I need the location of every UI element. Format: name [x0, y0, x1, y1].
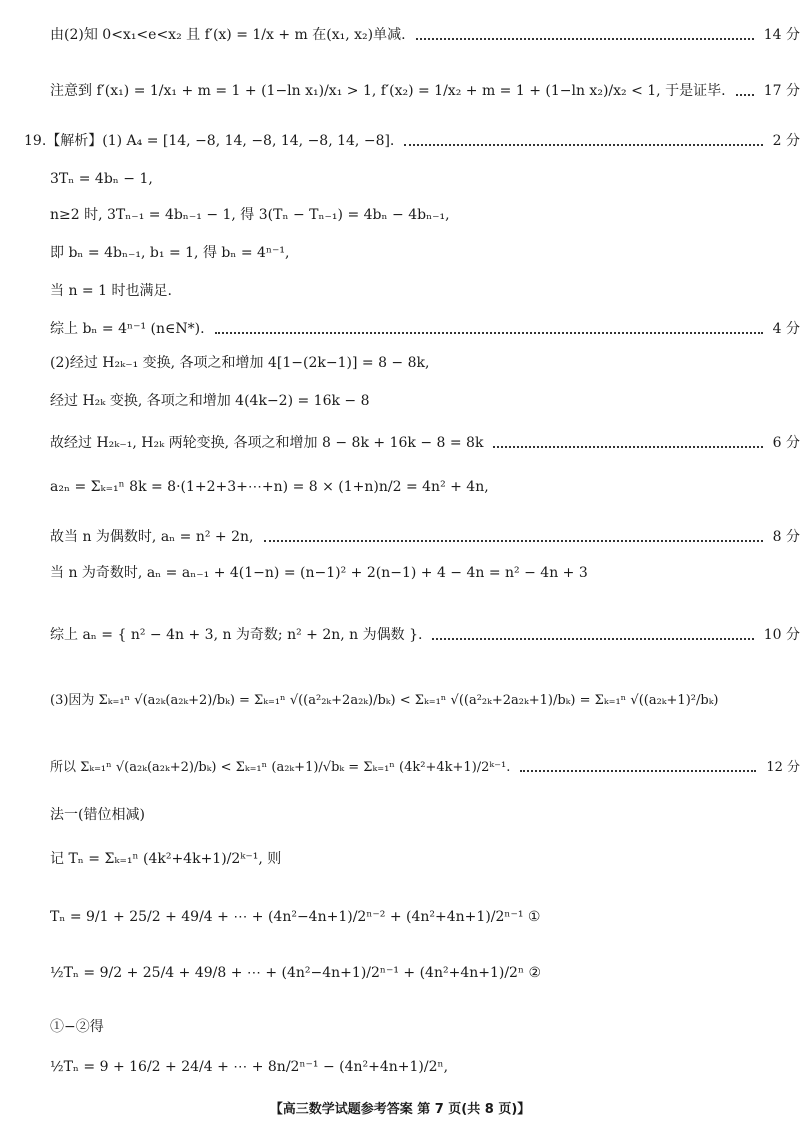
line-14: [50, 24, 800, 44]
line-text: 当 n = 1 时也满足.: [50, 283, 172, 299]
line-text: 即 bₙ = 4bₙ₋₁, b₁ = 1, 得 bₙ = 4ⁿ⁻¹,: [50, 245, 290, 261]
line-text: 记 Tₙ = Σₖ₌₁ⁿ (4k²+4k+1)/2ᵏ⁻¹, 则: [50, 851, 282, 867]
score-label: 4 分: [772, 321, 800, 337]
score-label: 14 分: [763, 27, 800, 43]
line-text: 3Tₙ = 4bₙ − 1,: [50, 171, 153, 187]
line-text: 故经过 H₂ₖ₋₁, H₂ₖ 两轮变换, 各项之和增加 8 − 8k + 16k − 8 = 8k: [50, 435, 484, 451]
page-footer: 【高三数学试题参考答案 第 7 页(共 8 页)】: [269, 1102, 531, 1117]
line-text: 所以 Σₖ₌₁ⁿ √(a₂ₖ(a₂ₖ+2)/bₖ) < Σₖ₌₁ⁿ (a₂ₖ+1)/√bₖ = Σₖ₌₁ⁿ (4k²+4k+1)/2ᵏ⁻¹.: [50, 760, 511, 775]
score-label: 6 分: [772, 435, 800, 451]
line-4: [50, 318, 800, 338]
leader-dots: [215, 332, 763, 334]
leader-dots: [520, 770, 756, 772]
line-text: 法一(错位相减): [50, 807, 145, 823]
leader-dots: [416, 38, 754, 40]
leader-dots: [493, 446, 762, 448]
line-text: 由(2)知 0<x₁<e<x₂ 且 f′(x) = 1/x + m 在(x₁, x₂)单减.: [50, 27, 406, 43]
line-text: 经过 H₂ₖ 变换, 各项之和增加 4(4k−2) = 16k − 8: [50, 393, 370, 409]
line-8: [50, 526, 800, 546]
line-6: [50, 432, 800, 452]
line-text: n≥2 时, 3Tₙ₋₁ = 4bₙ₋₁ − 1, 得 3(Tₙ − Tₙ₋₁) = 4bₙ − 4bₙ₋₁,: [50, 207, 450, 223]
line-12: [50, 756, 800, 775]
line-text: a₂ₙ = Σₖ₌₁ⁿ 8k = 8·(1+2+3+⋯+n) = 8 × (1+n)n/2 = 4n² + 4n,: [50, 479, 489, 495]
line-text: 综上 bₙ = 4ⁿ⁻¹ (n∈N*).: [50, 321, 205, 337]
line-text: (3)因为 Σₖ₌₁ⁿ √(a₂ₖ(a₂ₖ+2)/bₖ) = Σₖ₌₁ⁿ √((a²₂ₖ+2a₂ₖ)/bₖ) < Σₖ₌₁ⁿ √((a²₂ₖ+2a₂ₖ+1)/bₖ) = Σₖ₌₁ⁿ √((a₂ₖ+1)²/bₖ): [50, 693, 719, 708]
line-text: Tₙ = 9/1 + 25/2 + 49/4 + ⋯ + (4n²−4n+1)/2ⁿ⁻² + (4n²+4n+1)/2ⁿ⁻¹ ①: [50, 909, 541, 925]
line-text: 故当 n 为偶数时, aₙ = n² + 2n,: [50, 529, 254, 545]
leader-dots: [432, 638, 753, 640]
line-text: (2)经过 H₂ₖ₋₁ 变换, 各项之和增加 4[1−(2k−1)] = 8 − 8k,: [50, 355, 430, 371]
line-text: 当 n 为奇数时, aₙ = aₙ₋₁ + 4(1−n) = (n−1)² + 2(n−1) + 4 − 4n = n² − 4n + 3: [50, 565, 588, 581]
line-q19: [24, 130, 800, 150]
line-text: 综上 aₙ = { n² − 4n + 3, n 为奇数; n² + 2n, n 为偶数 }.: [50, 627, 423, 643]
leader-dots: [736, 94, 754, 96]
leader-dots: [404, 144, 762, 146]
line-text: 注意到 f′(x₁) = 1/x₁ + m = 1 + (1−ln x₁)/x₁ > 1, f′(x₂) = 1/x₂ + m = 1 + (1−ln x₂)/x₂ < 1, 于是证毕.: [50, 83, 726, 99]
score-label: 2 分: [772, 133, 800, 149]
line-text: ①−②得: [50, 1019, 104, 1035]
line-text: 19.【解析】(1) A₄ = [14, −8, 14, −8, 14, −8, 14, −8].: [24, 133, 395, 149]
score-label: 10 分: [763, 627, 800, 643]
score-label: 8 分: [772, 529, 800, 545]
score-label: 12 分: [766, 760, 800, 775]
leader-dots: [264, 540, 763, 542]
line-17: [50, 80, 800, 100]
line-10: [50, 624, 800, 644]
score-label: 17 分: [763, 83, 800, 99]
line-text: ½Tₙ = 9 + 16/2 + 24/4 + ⋯ + 8n/2ⁿ⁻¹ − (4n²+4n+1)/2ⁿ,: [50, 1059, 449, 1075]
line-text: ½Tₙ = 9/2 + 25/4 + 49/8 + ⋯ + (4n²−4n+1)/2ⁿ⁻¹ + (4n²+4n+1)/2ⁿ ②: [50, 965, 542, 981]
